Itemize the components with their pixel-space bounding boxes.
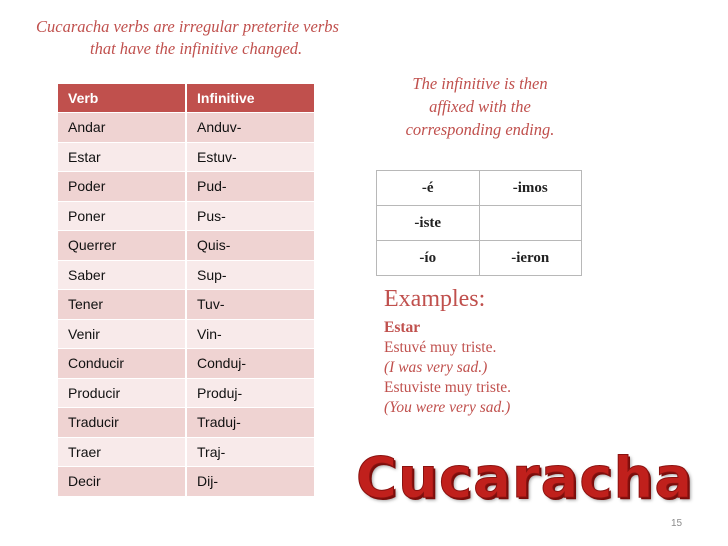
example-sentence-2: Estuviste muy triste. (384, 379, 512, 396)
infinitive-cell: Estuv- (186, 142, 314, 172)
verb-cell: Producir (58, 378, 186, 408)
table-row (58, 408, 314, 438)
infinitive-cell: Quis- (186, 231, 314, 261)
example-translation-2: (You were very sad.) (384, 399, 511, 416)
example-sentence-1: Estuvé muy triste. (384, 339, 497, 356)
infinitive-cell: Tuv- (186, 290, 314, 320)
intro-line-1: Cucaracha verbs are irregular preterite verbs (36, 17, 339, 36)
verb-cell: Tener (58, 290, 186, 320)
ending-cell: -imos (479, 171, 582, 206)
note-line-1: The infinitive is then (412, 74, 548, 93)
verb-cell: Saber (58, 260, 186, 290)
table-row (377, 241, 582, 276)
cucaracha-wordart: Cucaracha (356, 446, 694, 511)
verb-cell: Poner (58, 201, 186, 231)
header-infinitive: Infinitive (186, 84, 314, 113)
table-row (58, 260, 314, 290)
table-row (58, 378, 314, 408)
infinitive-cell: Dij- (186, 467, 314, 497)
table-row (58, 231, 314, 261)
intro-text (36, 16, 426, 60)
header-verb: Verb (58, 84, 186, 113)
note-line-3: corresponding ending. (405, 120, 555, 139)
ending-cell (479, 206, 582, 241)
verb-cell: Traducir (58, 408, 186, 438)
page-number: 15 (671, 518, 683, 529)
verb-cell: Estar (58, 142, 186, 172)
table-row (58, 319, 314, 349)
endings-table (376, 170, 582, 276)
table-row (377, 206, 582, 241)
verb-cell: Andar (58, 113, 186, 143)
infinitive-cell: Pud- (186, 172, 314, 202)
verbs-table-header (58, 84, 314, 113)
examples-block (384, 318, 511, 418)
table-row (58, 172, 314, 202)
verbs-table (58, 84, 314, 497)
table-row (58, 113, 314, 143)
intro-line-2: that have the infinitive changed. (90, 39, 303, 58)
verb-cell: Traer (58, 437, 186, 467)
note-line-2: affixed with the (429, 97, 531, 116)
verb-cell: Poder (58, 172, 186, 202)
infinitive-cell: Produj- (186, 378, 314, 408)
table-row (58, 467, 314, 497)
examples-title: Examples: (384, 286, 486, 312)
verb-cell: Conducir (58, 349, 186, 379)
table-row (58, 437, 314, 467)
example-verb: Estar (384, 319, 421, 336)
infinitive-cell: Traduj- (186, 408, 314, 438)
infinitive-cell: Sup- (186, 260, 314, 290)
table-row (58, 201, 314, 231)
infinitive-cell: Traj- (186, 437, 314, 467)
verb-cell: Decir (58, 467, 186, 497)
ending-cell: -é (377, 171, 480, 206)
table-row (58, 349, 314, 379)
ending-cell: -ieron (479, 241, 582, 276)
table-row (58, 142, 314, 172)
ending-cell: -iste (377, 206, 480, 241)
example-translation-1: (I was very sad.) (384, 359, 488, 376)
table-row (377, 171, 582, 206)
infinitive-cell: Anduv- (186, 113, 314, 143)
verb-cell: Venir (58, 319, 186, 349)
table-row (58, 290, 314, 320)
infinitive-note (380, 72, 580, 141)
verb-cell: Querrer (58, 231, 186, 261)
ending-cell: -ío (377, 241, 480, 276)
infinitive-cell: Pus- (186, 201, 314, 231)
infinitive-cell: Vin- (186, 319, 314, 349)
infinitive-cell: Conduj- (186, 349, 314, 379)
